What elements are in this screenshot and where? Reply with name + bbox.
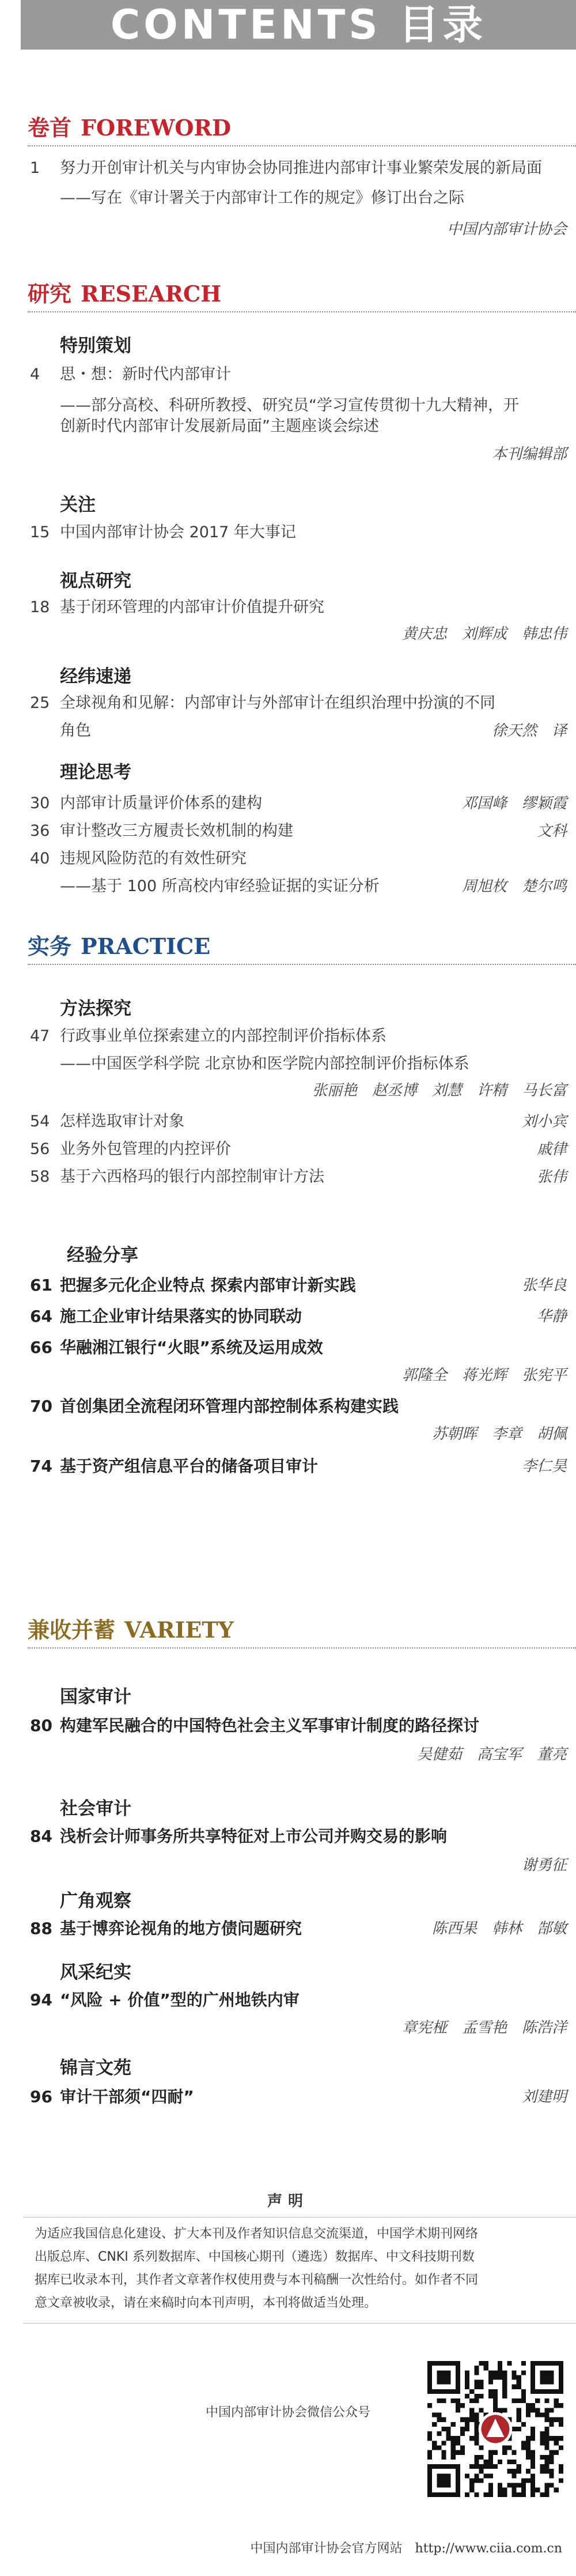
page-number: 56	[30, 1140, 50, 1158]
article-author: 文科	[536, 823, 567, 840]
notice-body	[35, 2223, 559, 2315]
subsection-viewpoint: 视点研究	[60, 571, 131, 591]
notice-line: 出版总库、CNKI 系列数据库、中国核心期刊（遴选）数据库、中文科技期刊数	[35, 2250, 475, 2264]
article-title: 内部审计质量评价体系的建构	[60, 794, 262, 812]
page-number: 66	[30, 1338, 52, 1357]
page-number: 54	[30, 1112, 50, 1130]
article-author: 中国内部审计协会	[446, 221, 567, 238]
page-number: 64	[30, 1307, 52, 1326]
article-title: 构建军民融合的中国特色社会主义军事审计制度的路径探讨	[60, 1716, 480, 1735]
page-number: 15	[30, 523, 50, 541]
section-divider	[28, 964, 576, 965]
toc-entry[interactable]	[0, 1110, 576, 1133]
page-number: 61	[30, 1276, 52, 1295]
article-title: 审计整改三方履责长效机制的构建	[60, 822, 293, 840]
toc-entry[interactable]	[0, 596, 576, 619]
page-number: 70	[30, 1397, 52, 1416]
article-title: 基于博弈论视角的地方债问题研究	[60, 1919, 302, 1938]
article-author: 华静	[536, 1308, 567, 1325]
page-number: 30	[30, 794, 50, 812]
article-author: 苏朝晖 李章 胡佩	[431, 1425, 567, 1443]
article-author: 徐天然 译	[491, 722, 567, 740]
wechat-label: 中国内部审计协会微信公众号	[205, 2405, 370, 2420]
article-title: 思・想：新时代内部审计	[60, 365, 231, 383]
toc-entry[interactable]	[0, 1336, 576, 1359]
article-title: 角色	[60, 722, 91, 740]
toc-entry[interactable]	[0, 1364, 576, 1387]
article-title: 努力开创审计机关与内审协会协同推进内部审计事业繁荣发展的新局面	[60, 159, 542, 177]
subsection-experience: 经验分享	[67, 1245, 138, 1266]
toc-entry[interactable]	[0, 1714, 576, 1737]
page-number: 88	[30, 1919, 52, 1938]
toc-entry[interactable]	[0, 1138, 576, 1161]
page-number: 40	[30, 850, 50, 868]
article-title: 全球视角和见解：内部审计与外部审计在组织治理中扮演的不同	[60, 694, 495, 712]
article-title: 中国内部审计协会 2017 年大事记	[60, 523, 296, 541]
toc-entry[interactable]	[0, 1825, 576, 1848]
page-number: 25	[30, 694, 50, 712]
notice-divider	[23, 2323, 576, 2324]
toc-entry[interactable]	[0, 187, 576, 210]
toc-entry[interactable]	[0, 363, 576, 386]
article-title: ——基于 100 所高校内审经验证据的实证分析	[60, 877, 380, 895]
article-author: 李仁昊	[521, 1458, 567, 1475]
toc-entry[interactable]	[0, 1053, 576, 1076]
article-author: 刘小宾	[521, 1113, 567, 1130]
toc-entry[interactable]	[0, 847, 576, 870]
toc-entry[interactable]	[0, 1025, 576, 1048]
article-author: 谢勇征	[521, 1857, 567, 1874]
page-number: 96	[30, 2087, 52, 2106]
article-title: 违规风险防范的有效性研究	[60, 850, 247, 868]
toc-entry[interactable]	[0, 1989, 576, 2012]
contents-header	[21, 0, 576, 50]
toc-entry[interactable]	[0, 2016, 576, 2039]
page-number: 18	[30, 598, 50, 616]
article-title: 首创集团全流程闭环管理内部控制体系构建实践	[60, 1397, 399, 1416]
section-foreword-title: 卷首 FOREWORD	[28, 115, 231, 141]
page-number: 80	[30, 1716, 52, 1735]
section-divider	[28, 145, 576, 146]
toc-entry[interactable]	[0, 719, 576, 742]
article-title: ——写在《审计署关于内部审计工作的规定》修订出台之际	[60, 189, 464, 207]
notice-line: 为适应我国信息化建设、扩大本刊及作者知识信息交流渠道，中国学术期刊网络	[35, 2227, 479, 2241]
qr-code-image	[427, 2361, 563, 2497]
article-author: 黄庆忠 刘辉成 韩忠伟	[401, 625, 567, 643]
toc-entry[interactable]	[0, 1743, 576, 1766]
article-title: 施工企业审计结果落实的协同联动	[60, 1307, 302, 1326]
toc-entry[interactable]	[0, 1395, 576, 1418]
article-title: 浅析会计师事务所共享特征对上市公司并购交易的影响	[60, 1827, 448, 1846]
notice-line: 据库已收录本刊，其作者文章著作权使用费与本刊稿酬一次性给付。如作者不同	[35, 2273, 479, 2287]
article-author: 周旭枚 楚尔鸣	[461, 878, 567, 895]
page-number: 84	[30, 1827, 52, 1846]
toc-entry[interactable]	[0, 1166, 576, 1189]
toc-entry[interactable]	[0, 1854, 576, 1877]
article-author: 郭隆全 蒋光辉 张宪平	[401, 1367, 567, 1384]
toc-entry[interactable]	[0, 1079, 576, 1102]
page-number: 36	[30, 822, 50, 840]
article-author: 邓国峰 缪颖霞	[461, 795, 567, 812]
article-author: 章宪桠 孟雪艳 陈浩洋	[401, 2019, 567, 2036]
page-number: 94	[30, 1990, 52, 2009]
toc-entry[interactable]	[0, 1423, 576, 1446]
section-practice-title: 实务 PRACTICE	[28, 933, 211, 959]
article-author: 张丽艳 赵丞博 刘慧 许精 马长富	[312, 1082, 567, 1099]
section-divider	[28, 311, 576, 312]
toc-entry[interactable]	[0, 875, 576, 898]
toc-entry[interactable]	[0, 157, 576, 180]
article-author: 陈西果 韩林 郜敏	[431, 1920, 567, 1937]
notice-line: 意文章被收录，请在来稿时向本刊声明，本刊将做适当处理。	[35, 2296, 377, 2310]
toc-entry[interactable]	[0, 443, 576, 466]
article-title: 基于闭环管理的内部审计价值提升研究	[60, 598, 324, 616]
subsection-profiles: 风采纪实	[60, 1962, 131, 1983]
article-title: 基于资产组信息平台的储备项目审计	[60, 1457, 319, 1476]
toc-entry[interactable]	[0, 218, 576, 241]
section-variety-title: 兼收并蓄 VARIETY	[28, 1617, 234, 1643]
article-title: 行政事业单位探索建立的内部控制评价指标体系	[60, 1027, 386, 1045]
article-title: 怎样选取审计对象	[60, 1112, 184, 1130]
subsection-essays: 锦言文苑	[60, 2058, 131, 2079]
section-research-title: 研究 RESEARCH	[28, 281, 222, 307]
article-author: 吴健茹 高宝军 董亮	[416, 1746, 567, 1763]
subsection-express: 经纬速递	[60, 666, 131, 687]
subsection-methods: 方法探究	[60, 998, 131, 1019]
toc-entry[interactable]	[0, 820, 576, 843]
article-author: 张华良	[521, 1277, 567, 1294]
toc-entry[interactable]	[0, 692, 576, 715]
page-number: 58	[30, 1168, 50, 1186]
toc-entry[interactable]	[0, 394, 576, 417]
subsection-social-audit: 社会审计	[60, 1798, 131, 1819]
page-number: 74	[30, 1457, 52, 1476]
toc-entry[interactable]	[0, 792, 576, 815]
subsection-wide-angle: 广角观察	[60, 1891, 131, 1911]
toc-entry[interactable]	[0, 1455, 576, 1478]
article-title: 业务外包管理的内控评价	[60, 1140, 231, 1158]
article-title: 把握多元化企业特点 探索内部审计新实践	[60, 1276, 356, 1295]
toc-entry[interactable]	[0, 2085, 576, 2109]
article-title: 创新时代内部审计发展新局面”主题座谈会综述	[60, 417, 379, 435]
toc-entry[interactable]	[0, 1917, 576, 1940]
toc-entry[interactable]	[0, 521, 576, 544]
toc-entry[interactable]	[0, 1305, 576, 1328]
article-title: ——中国医学科学院 北京协和医学院内部控制评价指标体系	[60, 1055, 469, 1073]
article-author: 刘建明	[521, 2088, 567, 2106]
subsection-special-feature: 特别策划	[60, 335, 131, 356]
subsection-state-audit: 国家审计	[60, 1687, 131, 1707]
article-author: 本刊编辑部	[491, 446, 567, 463]
contents-title: CONTENTS 目录	[110, 1, 487, 48]
article-title: 审计干部须“四耐”	[60, 2087, 194, 2106]
article-title: 基于六西格玛的银行内部控制审计方法	[60, 1168, 324, 1186]
toc-entry[interactable]	[0, 1274, 576, 1297]
article-title: ——部分高校、科研所教授、研究员“学习宣传贯彻十九大精神，开	[60, 397, 519, 414]
toc-entry[interactable]	[0, 415, 576, 438]
notice-title: 声明	[267, 2193, 309, 2210]
page-number: 1	[30, 159, 40, 177]
page-number: 4	[30, 365, 40, 383]
page-number: 47	[30, 1027, 50, 1045]
section-divider	[28, 1647, 576, 1649]
article-author: 戚律	[536, 1141, 567, 1158]
article-author: 张伟	[536, 1168, 567, 1186]
article-title: 华融湘江银行“火眼”系统及运用成效	[60, 1338, 323, 1357]
subsection-theory: 理论思考	[60, 762, 131, 783]
toc-entry[interactable]	[0, 623, 576, 646]
article-title: “风险 + 价值”型的广州地铁内审	[60, 1990, 300, 2009]
website-link[interactable]: 中国内部审计协会官方网站 http://www.ciia.com.cn	[250, 2541, 562, 2556]
subsection-focus: 关注	[60, 495, 96, 515]
